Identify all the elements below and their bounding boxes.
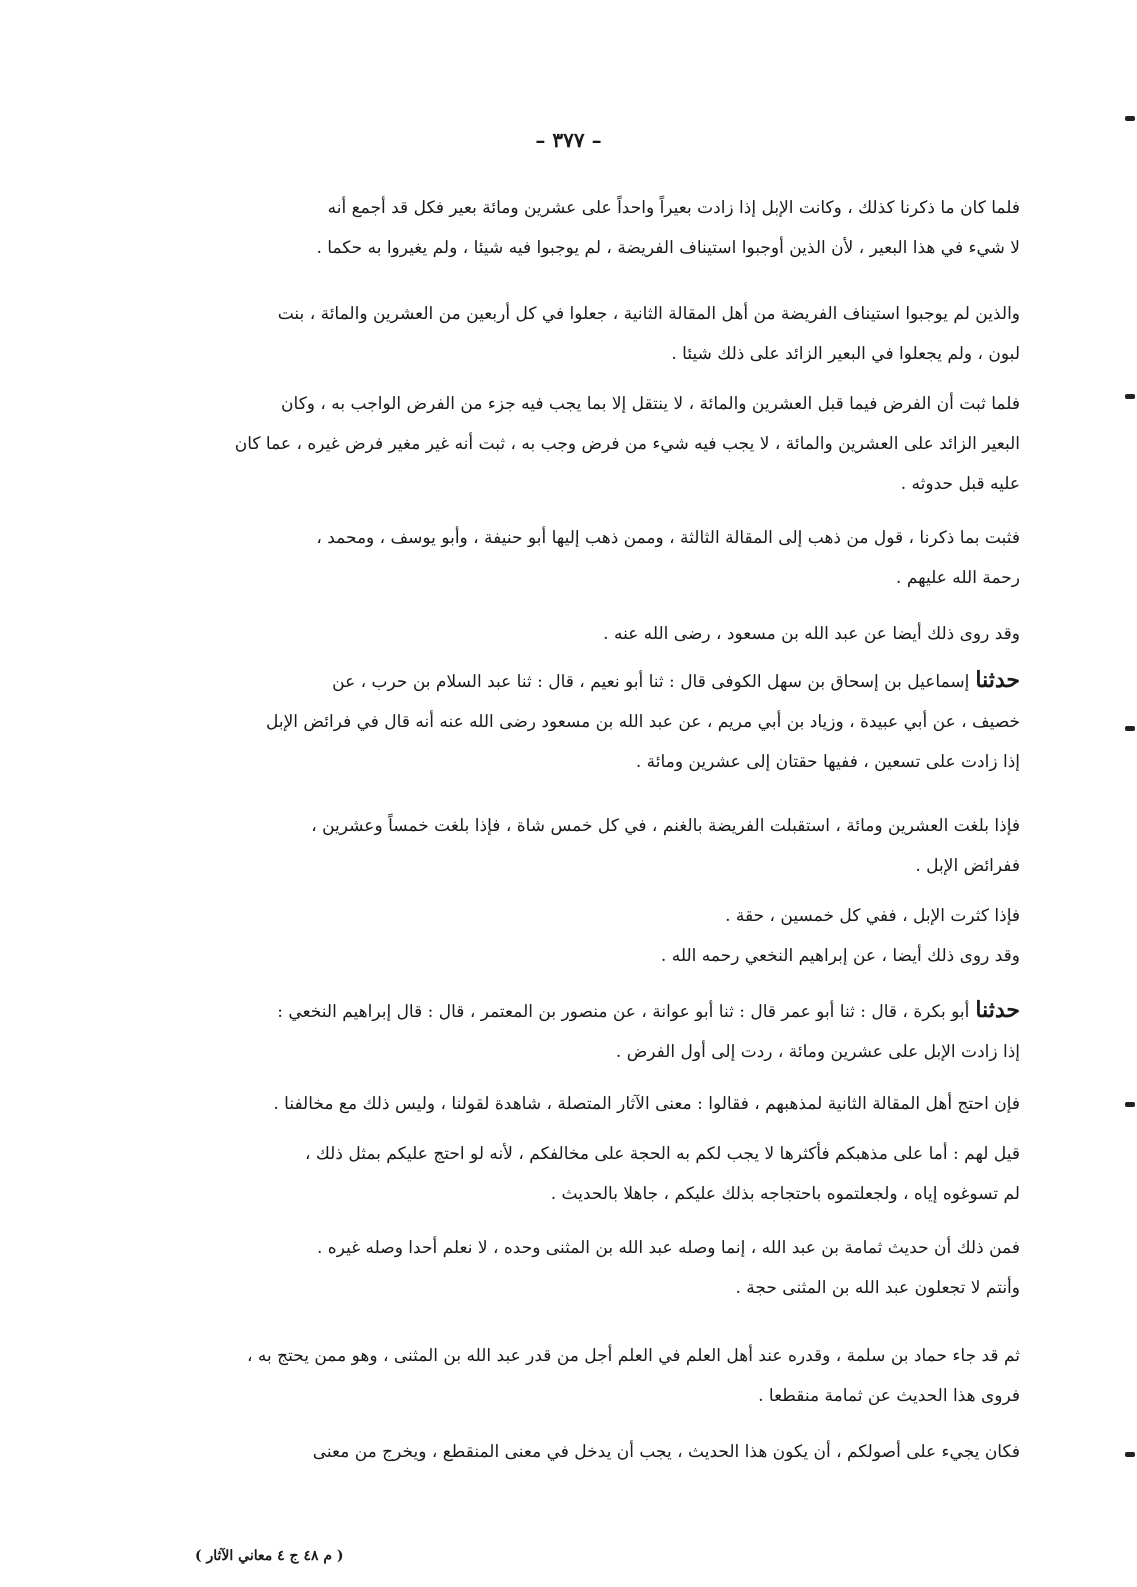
text-line: فمن ذلك أن حديث ثمامة بن عبد الله ، إنما وصله عبد الله بن المثنى وحده ، لا نعلم أحدا وصله غيره . [317, 1238, 1020, 1258]
page-footer-signature: ( م ٤٨ ج ٤ معاني الآثار ) [195, 1548, 344, 1564]
text-line: وأنتم لا تجعلون عبد الله بن المثنى حجة . [735, 1278, 1020, 1298]
text-line: والذين لم يوجبوا استيناف الفريضة من أهل المقالة الثانية ، جعلوا في كل أربعين من العشرين والمائة ، بنت [277, 304, 1020, 324]
text-line: إذا زادت الإبل على عشرين ومائة ، ردت إلى أول الفرض . [615, 1042, 1020, 1062]
paragraph [140, 1432, 1020, 1472]
margin-mark [1125, 1452, 1135, 1457]
text-line: فروى هذا الحديث عن ثمامة منقطعا . [758, 1386, 1020, 1406]
text-line: فثبت بما ذكرنا ، قول من ذهب إلى المقالة الثالثة ، وممن ذهب إليها أبو حنيفة ، وأبو يوسف ، ومحمد ، [316, 528, 1020, 548]
paragraph [140, 294, 1020, 374]
text-line: فإن احتج أهل المقالة الثانية لمذهبهم ، فقالوا : معنى الآثار المتصلة ، شاهدة لقولنا ، وليس ذلك مع مخالفنا . [273, 1094, 1020, 1114]
paragraph [140, 188, 1020, 268]
text-line: فإذا كثرت الإبل ، ففي كل خمسين ، حقة . [725, 906, 1020, 926]
text-line: وقد روى ذلك أيضا ، عن إبراهيم النخعي رحمه الله . [660, 946, 1020, 966]
text-line: فكان يجيء على أصولكم ، أن يكون هذا الحديث ، يجب أن يدخل في معنى المنقطع ، ويخرج من معنى [312, 1442, 1020, 1462]
paragraph [140, 384, 1020, 504]
text-line: ففرائض الإبل . [915, 856, 1020, 876]
text-line: فلما ثبت أن الفرض فيما قبل العشرين والمائة ، لا ينتقل إلا بما يجب فيه جزء من الفرض الواجب به ، وكان [281, 394, 1020, 414]
paragraph [140, 1228, 1020, 1308]
text-line [140, 660, 1020, 702]
text-line: ثم قد جاء حماد بن سلمة ، وقدره عند أهل العلم في العلم أجل من قدر عبد الله بن المثنى ، وهو ممن يحتج به ، [246, 1346, 1020, 1366]
margin-mark [1125, 394, 1135, 399]
margin-mark [1125, 1102, 1135, 1107]
text-line [140, 990, 1020, 1032]
paragraph [140, 518, 1020, 598]
paragraph [140, 806, 1020, 886]
hadith-lead-word: حدثنا [975, 667, 1020, 693]
text-line: إذا زادت على تسعين ، ففيها حقتان إلى عشرين ومائة . [635, 752, 1020, 772]
text-line: البعير الزائد على العشرين والمائة ، لا يجب فيه شيء من فرض وجب به ، ثبت أنه غير مغير فرض غيره ، عما كان [234, 434, 1020, 454]
text-line: لا شيء في هذا البعير ، لأن الذين أوجبوا استيناف الفريضة ، لم يوجبوا فيه شيئا ، ولم يغيروا به حكما . [316, 238, 1020, 258]
text-line: قيل لهم : أما على مذهبكم فأكثرها لا يجب لكم به الحجة على مخالفكم ، لأنه لو احتج عليكم بمثل ذلك ، [304, 1144, 1020, 1164]
text-line-content: إسماعيل بن إسحاق بن سهل الكوفى قال : ثنا أبو نعيم ، قال : ثنا عبد السلام بن حرب ، عن [332, 672, 970, 692]
text-line-content: أبو بكرة ، قال : ثنا أبو عمر قال : ثنا أبو عوانة ، عن منصور بن المعتمر ، قال : قال إبراهيم النخعي : [277, 1002, 970, 1022]
text-line: رحمة الله عليهم . [896, 568, 1020, 588]
text-line: فإذا بلغت العشرين ومائة ، استقبلت الفريضة بالغنم ، في كل خمس شاة ، فإذا بلغت خمساً وعشرين ، [311, 816, 1020, 836]
paragraph [140, 660, 1020, 782]
margin-mark [1125, 726, 1135, 731]
text-line: عليه قبل حدوثه . [900, 474, 1020, 494]
paragraph [140, 896, 1020, 976]
paragraph [140, 1336, 1020, 1416]
paragraph [140, 614, 1020, 654]
page-number: – ٣٧٧ – [535, 128, 602, 152]
paragraph [140, 1134, 1020, 1214]
text-line: خصيف ، عن أبي عبيدة ، وزياد بن أبي مريم ، عن عبد الله بن مسعود رضى الله عنه أنه قال في فرائض الإبل [265, 712, 1020, 732]
text-line: لبون ، ولم يجعلوا في البعير الزائد على ذلك شيئا . [671, 344, 1020, 364]
text-line: وقد روى ذلك أيضا عن عبد الله بن مسعود ، رضى الله عنه . [603, 624, 1020, 644]
text-line: فلما كان ما ذكرنا كذلك ، وكانت الإبل إذا زادت بعيراً واحداً على عشرين ومائة بعير فكل قد أجمع أنه [327, 198, 1020, 218]
paragraph [140, 990, 1020, 1072]
text-line: لم تسوغوه إياه ، ولجعلتموه باحتجاجه بذلك عليكم ، جاهلا بالحديث . [550, 1184, 1020, 1204]
hadith-lead-word: حدثنا [975, 997, 1020, 1023]
paragraph [140, 1084, 1020, 1124]
margin-mark [1125, 116, 1135, 121]
